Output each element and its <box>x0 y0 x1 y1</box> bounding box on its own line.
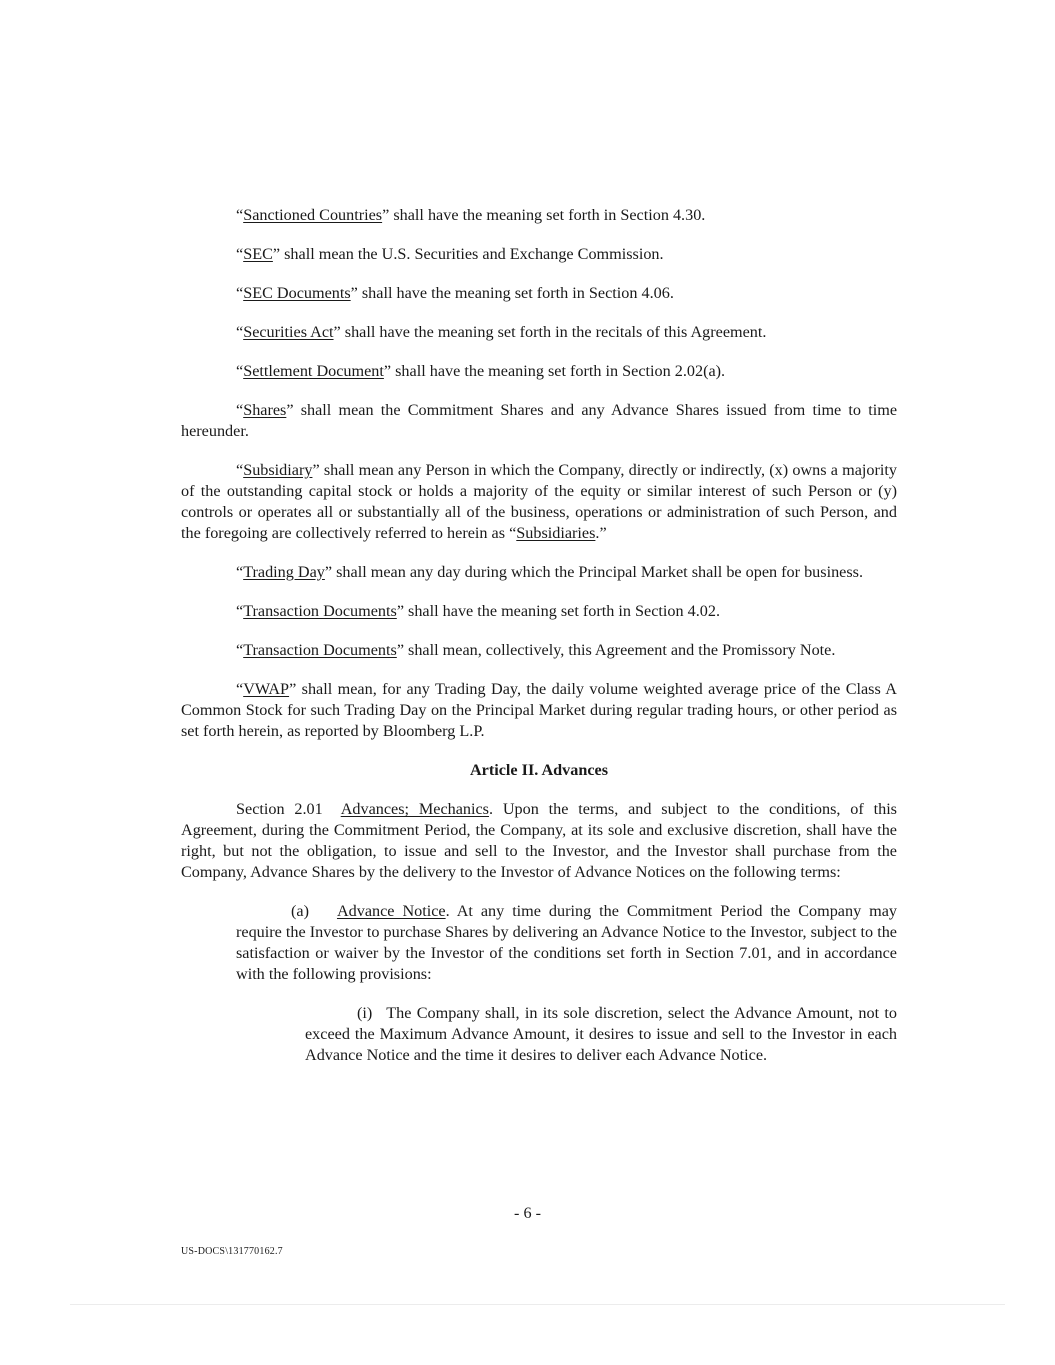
section-title: Advances; Mechanics <box>340 800 489 818</box>
defined-term: Subsidiary <box>243 461 313 479</box>
definition-transaction-documents-1: “Transaction Documents” shall have the meaning set forth in Section 4.02. <box>236 602 721 620</box>
subsection-label: (a) <box>291 902 309 920</box>
defined-term: Settlement Document <box>243 362 384 380</box>
defined-term: Shares <box>243 401 287 419</box>
document-id: US-DOCS\131770162.7 <box>181 1246 283 1257</box>
definition-vwap: “VWAP” shall mean, for any Trading Day, the daily volume weighted average price of the Class A Common Stock for such Trading Day on the Principal Market during regular trading hours, or other period as set forth herein, as reported by Bloomberg L.P. <box>181 680 897 740</box>
document-body <box>181 205 897 1066</box>
definition-settlement-document: “Settlement Document” shall have the meaning set forth in Section 2.02(a). <box>236 362 726 380</box>
definition-subsidiary: “Subsidiary” shall mean any Person in which the Company, directly or indirectly, (x) owns a majority of the outstanding capital stock or holds a majority of the equity or similar interest of such Person or (y) controls or operates all or substantially all of the business, operations or administration of such Person, and the foregoing are collectively referred to herein as “Subsidiaries.” <box>181 461 897 542</box>
definition-sec-documents: “SEC Documents” shall have the meaning set forth in Section 4.06. <box>236 284 674 302</box>
defined-term: Subsidiaries <box>516 524 596 542</box>
page-bottom-divider <box>70 1304 1005 1305</box>
defined-term: SEC Documents <box>243 284 351 302</box>
defined-term: VWAP <box>243 680 290 698</box>
defined-term: Sanctioned Countries <box>243 206 383 224</box>
defined-term: Transaction Documents <box>243 641 397 659</box>
defined-term: Securities Act <box>243 323 334 341</box>
definition-transaction-documents-2: “Transaction Documents” shall mean, collectively, this Agreement and the Promissory Note. <box>236 641 836 659</box>
definition-securities-act: “Securities Act” shall have the meaning set forth in the recitals of this Agreement. <box>236 323 767 341</box>
defined-term: SEC <box>243 245 273 263</box>
article-heading: Article II. Advances <box>469 761 609 779</box>
defined-term: Transaction Documents <box>243 602 397 620</box>
definition-sec: “SEC” shall mean the U.S. Securities and Exchange Commission. <box>236 245 664 263</box>
subsection-title: Advance Notice <box>336 902 446 920</box>
section-number: Section 2.01 <box>236 800 323 818</box>
definition-shares: “Shares” shall mean the Commitment Shares and any Advance Shares issued from time to time hereunder. <box>181 401 897 440</box>
definition-trading-day: “Trading Day” shall mean any day during which the Principal Market shall be open for business. <box>236 563 863 581</box>
subsection-label: (i) <box>357 1004 373 1022</box>
subsection-i: (i) The Company shall, in its sole discretion, select the Advance Amount, not to exceed the Maximum Advance Amount, it desires to issue and sell to the Investor in each Advance Notice and the time it desires to deliver each Advance Notice. <box>305 1004 897 1064</box>
page-number: - 6 - <box>514 1204 541 1222</box>
definition-sanctioned-countries: “Sanctioned Countries” shall have the meaning set forth in Section 4.30. <box>236 206 706 224</box>
subsection-a: (a) Advance Notice. At any time during the Commitment Period the Company may require the Investor to purchase Shares by delivering an Advance Notice to the Investor, subject to the satisfaction or waiver by the Investor of the conditions set forth in Section 7.01, and in accordance with the following provisions: <box>236 902 897 983</box>
section-2-01: Section 2.01 Advances; Mechanics. Upon the terms, and subject to the conditions, of this Agreement, during the Commitment Period, the Company, at its sole and exclusive discretion, shall have the right, but not the obligation, to issue and sell to the Investor, and the Investor shall purchase from the Company, Advance Shares by the delivery to the Investor of Advance Notices on the following terms: <box>181 800 897 881</box>
defined-term: Trading Day <box>243 563 325 581</box>
